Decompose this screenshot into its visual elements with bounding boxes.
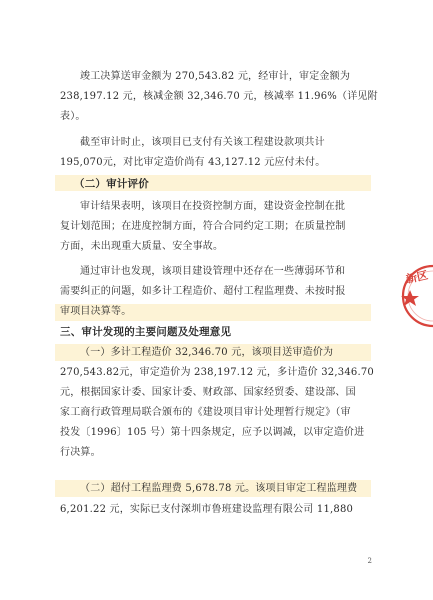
body-line: （二）超付工程监理费 5,678.78 元。该项目审定工程监理费 [80, 483, 358, 494]
body-line: 通过审计也发现，该项目建设管理中还存在一些薄弱环节和 [80, 266, 346, 277]
body-line: 审项目决算等。 [60, 306, 132, 317]
official-seal [393, 264, 433, 328]
section-heading: 三、审计发现的主要问题及处理意见 [60, 326, 232, 338]
body-line: 270,543.82元，审定造价为 238,197.12 元，多计造价 32,346.70 [60, 367, 374, 378]
page-number: 2 [367, 557, 372, 565]
body-line: 方面，未出现重大质量、安全事故。 [60, 241, 224, 252]
body-line: （一）多计工程造价 32,346.70 元，该项目送审造价为 [80, 347, 334, 358]
body-line: 195,070元，对比审定造价尚有 43,127.12 元应付未付。 [60, 157, 326, 168]
body-line: 表）。 [60, 111, 86, 122]
body-line: 竣工决算送审金额为 270,543.82 元，经审计，审定金额为 [80, 71, 351, 82]
body-line: 元，根据国家计委、国家计委、财政部、国家经贸委、建设部、国 [60, 387, 356, 398]
section-heading: （二）审计评价 [74, 178, 149, 190]
body-line: 审计结果表明，该项目在投资控制方面，建设资金控制在批 [80, 201, 346, 212]
body-line: 需要纠正的问题，如多计工程造价、超付工程监理费、未按时报 [60, 286, 346, 297]
body-line: 6,201.22 元，实际已支付深圳市鲁班建设监理有限公司 11,880 [60, 504, 354, 515]
body-line: 238,197.12 元，核减金额 32,346.70 元，核减率 11.96%（详见附 [60, 91, 378, 102]
seal-text: 新区 [404, 268, 430, 286]
body-line: 投发〔1996〕105 号）第十四条规定，应予以调减，以审定造价进 [60, 427, 365, 438]
body-line: 家工商行政管理局联合颁布的《建设项目审计处理暂行规定》（审 [60, 407, 351, 418]
body-line: 行决算。 [60, 447, 101, 458]
body-line: 截至审计时止，该项目已支付有关该工程建设款项共计 [80, 137, 325, 148]
body-line: 复计划范围；在进度控制方面，符合合同约定工期；在质量控制 [60, 221, 346, 232]
